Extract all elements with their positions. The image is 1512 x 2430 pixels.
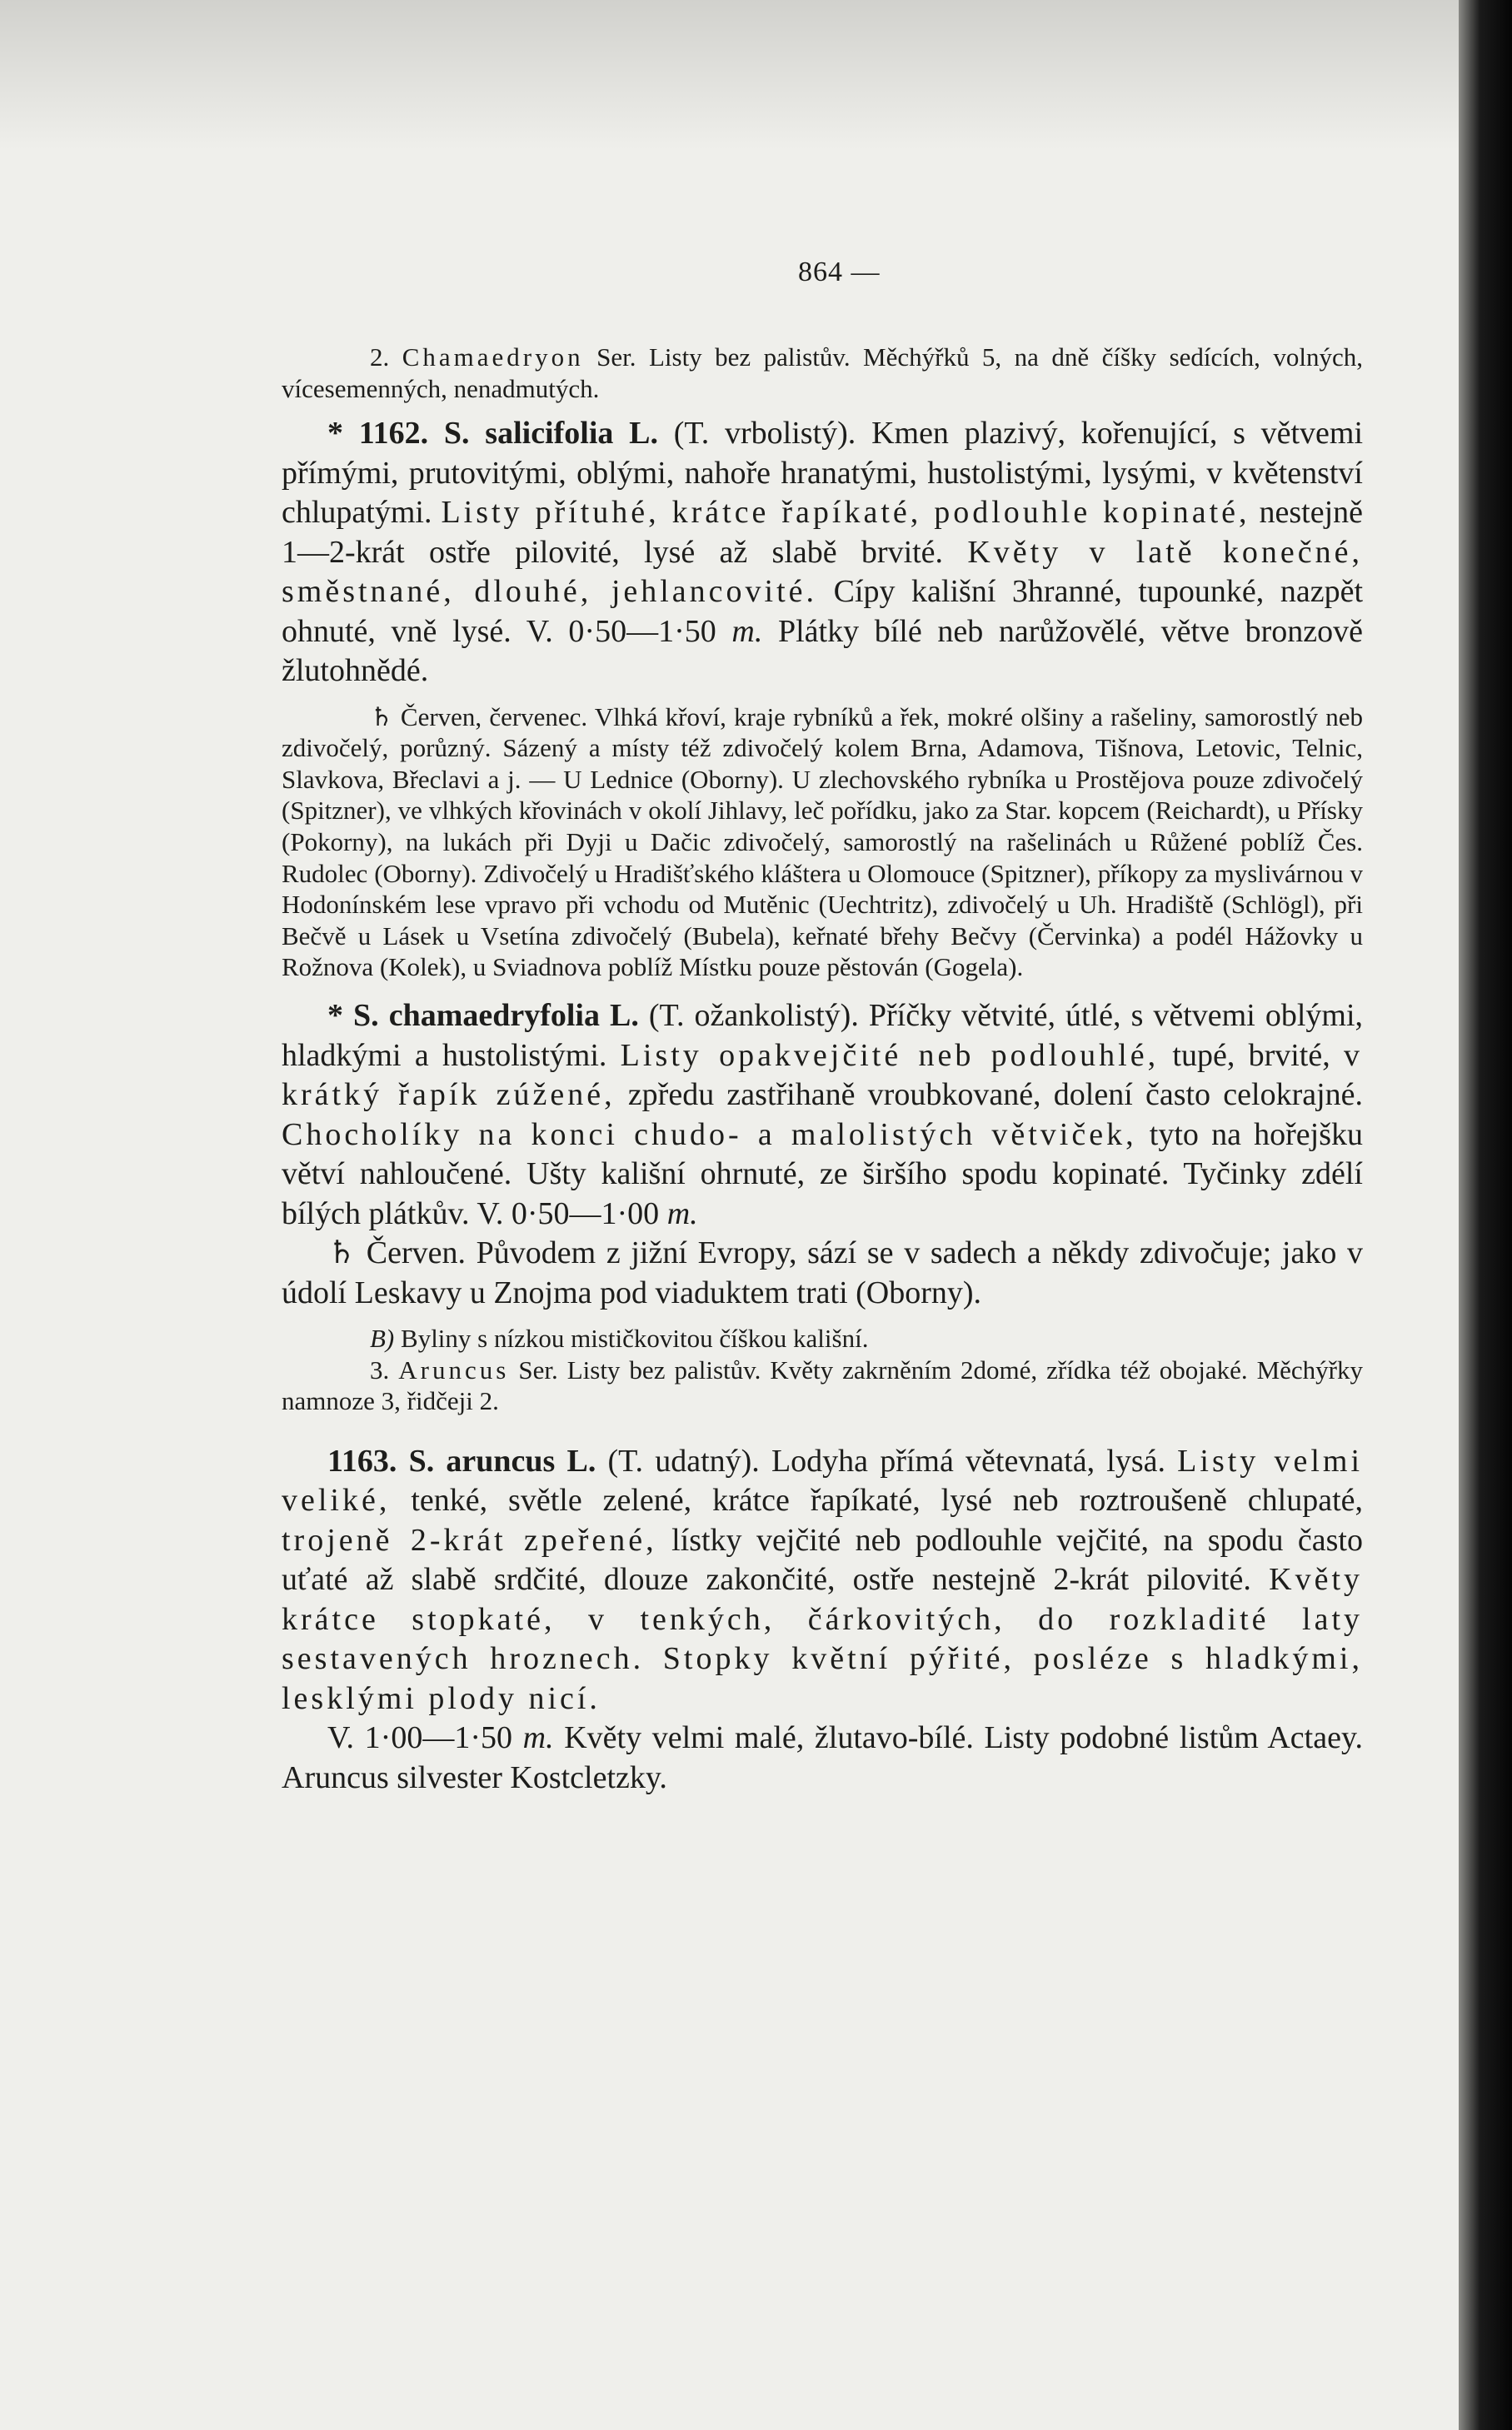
description-text: Plátky bílé neb narůžovělé, větve bronzově žlutohnědé. <box>282 613 1363 689</box>
group-description: Ser. Listy bez palistův. Květy zakrněním 2domé, zřídka též obojaké. Měchýřky namnoze 3, řidčeji 2. <box>282 1355 1364 1416</box>
page-text <box>282 342 1363 1798</box>
description-text: Kmen plazivý, kořenující, s větvemi přímými, prutovitými, oblými, nahoře hranatými, hustolistými, lysými, v květenství chlupatými. <box>282 416 1364 531</box>
section-b-heading <box>282 1323 1363 1355</box>
description-text: tenké, světle zelené, krátce řapíkaté, lysé neb roztroušeně chlupaté, <box>411 1483 1364 1519</box>
description-text: tupé, brvité, <box>1172 1037 1330 1073</box>
entry-number: 1163. <box>327 1443 397 1479</box>
description-spaced: Listy velmi veliké, <box>282 1443 1363 1519</box>
page-number: 864 — <box>798 257 881 287</box>
height-unit: m. <box>522 1720 554 1756</box>
description-spaced: Chocholíky na konci chudo- a malolistých větviček, <box>282 1116 1137 1152</box>
group-name: Chamaedryon <box>402 342 584 372</box>
height-measure: V. 0·50—1·50 <box>526 613 716 649</box>
species-entry-aruncus <box>282 1442 1363 1719</box>
description-spaced: trojeně 2-krát zpeřené, <box>282 1522 657 1558</box>
scan-shading <box>0 0 1459 150</box>
section-label: B) <box>370 1324 395 1354</box>
height-unit: m. <box>666 1195 698 1231</box>
description-spaced: v krátký řapík zúžené, <box>282 1037 1364 1113</box>
height-unit: m. <box>731 613 763 649</box>
group-name: Aruncus <box>398 1355 510 1385</box>
description-text: Cípy kališní 3hranné, tupounké, nazpět ohnuté, vně lysé. <box>282 574 1364 649</box>
section-description: Byliny s nízkou mističkovitou číškou kališní. <box>401 1324 869 1354</box>
species-entry-chamaedryfolia <box>282 996 1363 1234</box>
species-name: S. chamaedryfolia L. <box>353 998 639 1034</box>
description-text: Květy velmi malé, žlutavo-bílé. Listy podobné listům Actaey. Aruncus silvester Kostcletzky. <box>282 1720 1363 1795</box>
genus-group-chamaedryon <box>282 342 1363 404</box>
entry-marker: * <box>327 998 343 1034</box>
common-name: (T. vrbolistý). <box>673 416 856 452</box>
entry-number: * 1162. <box>327 416 429 452</box>
common-name: (T. udatný). <box>607 1443 760 1479</box>
description-text: zpředu zastřihaně vroubkované, dolení často celokrajné. <box>627 1077 1364 1113</box>
description-spaced: Listy opakvejčité neb podlouhlé, <box>620 1037 1160 1073</box>
description-spaced: Listy přítuhé, krátce řapíkaté, podlouhle kopinaté, <box>441 495 1250 531</box>
description-text: Lodyha přímá větevnatá, lysá. <box>771 1443 1165 1479</box>
group-number: 2. <box>370 342 390 372</box>
measure-line-aruncus <box>282 1719 1363 1798</box>
description-text: Ušty kališní ohrnuté, ze širšího spodu kopinaté. Tyčinky zdélí bílých plátkův. <box>282 1156 1363 1231</box>
description-text: tyto na hořejšku větví nahloučené. <box>282 1116 1364 1192</box>
species-entry-salicifolia <box>282 414 1363 691</box>
common-name: (T. ožankolistý). <box>648 998 859 1034</box>
height-measure: V. 1·00—1·50 <box>327 1720 512 1756</box>
scan-dark-edge <box>1459 0 1512 2430</box>
genus-group-aruncus <box>282 1355 1363 1417</box>
description-spaced: Květy v latě konečné, směstnané, dlouhé, jehlancovité. <box>282 534 1364 610</box>
species-name: S. salicifolia L. <box>443 416 658 452</box>
description-text: lístky vejčité neb podlouhle vejčité, na spodu často uťaté až slabě srdčité, dlouze zakončité, ostře nestejně 2-krát pilovité. <box>282 1522 1363 1598</box>
group-description: Ser. Listy bez palistův. Měchýřků 5, na dně číšky sedících, volných, vícesemenných, nenadmutých. <box>282 342 1363 403</box>
distribution-chamaedryfolia: ♄ Červen. Původem z jižní Evropy, sází se v sadech a někdy zdivočuje; jako v údolí Leskavy u Znojma pod viaduktem trati (Oborny). <box>282 1235 1363 1310</box>
description-spaced: Květy krátce stopkaté, v tenkých, čárkovitých, do rozkladité laty sestavených hroznech. Stopky květní pýřité, posléze s hladkými, lesklými plody nicí. <box>282 1562 1364 1716</box>
description-text: Příčky větvité, útlé, s větvemi oblými, hladkými a hustolistými. <box>282 998 1363 1073</box>
distribution-salicifolia: ♄ Červen, červenec. Vlhká křoví, kraje rybníků a řek, mokré olšiny a rašeliny, samorostlý neb zdivočelý, porůzný. Sázený a místy též zdivočelý kolem Brna, Adamova, Tišnova, Letovic, Telnic, Slavkova, Břeclavi a j. — U Lednice (Oborny). U zlechovského rybníka u Prostějova pouze zdivočelý (Spitzner), ve vlhkých křovinách v okolí Jihlavy, leč pořídku, jako za Star. kopcem (Reichardt), u Přísky (Pokorny), na lukách při Dyji u Dačic zdivočelý, samorostlý na rašelinách u Růžené poblíž Čes. Rudolec (Oborny). Zdivočelý u Hradišťského kláštera u Olomouce (Spitzner), příkopy za myslivárnou v Hodonínském lese vpravo při vchodu od Mutěnic (Uechtritz), zdivočelý u Uh. Hradiště (Schlögl), při Bečvě u Lásek u Vsetína zdivočelý (Bubela), keřnaté břehy Bečvy (Červinka) a podél Hážovky u Rožnova (Kolek), u Sviadnova poblíž Místku pouze pěstován (Gogela). <box>282 701 1363 982</box>
species-name: S. aruncus L. <box>408 1443 596 1479</box>
height-measure: V. 0·50—1·00 <box>477 1195 660 1231</box>
group-number: 3. <box>370 1355 390 1385</box>
description-text: nestejně 1—2-krát ostře pilovité, lysé až slabě brvité. <box>282 495 1364 570</box>
